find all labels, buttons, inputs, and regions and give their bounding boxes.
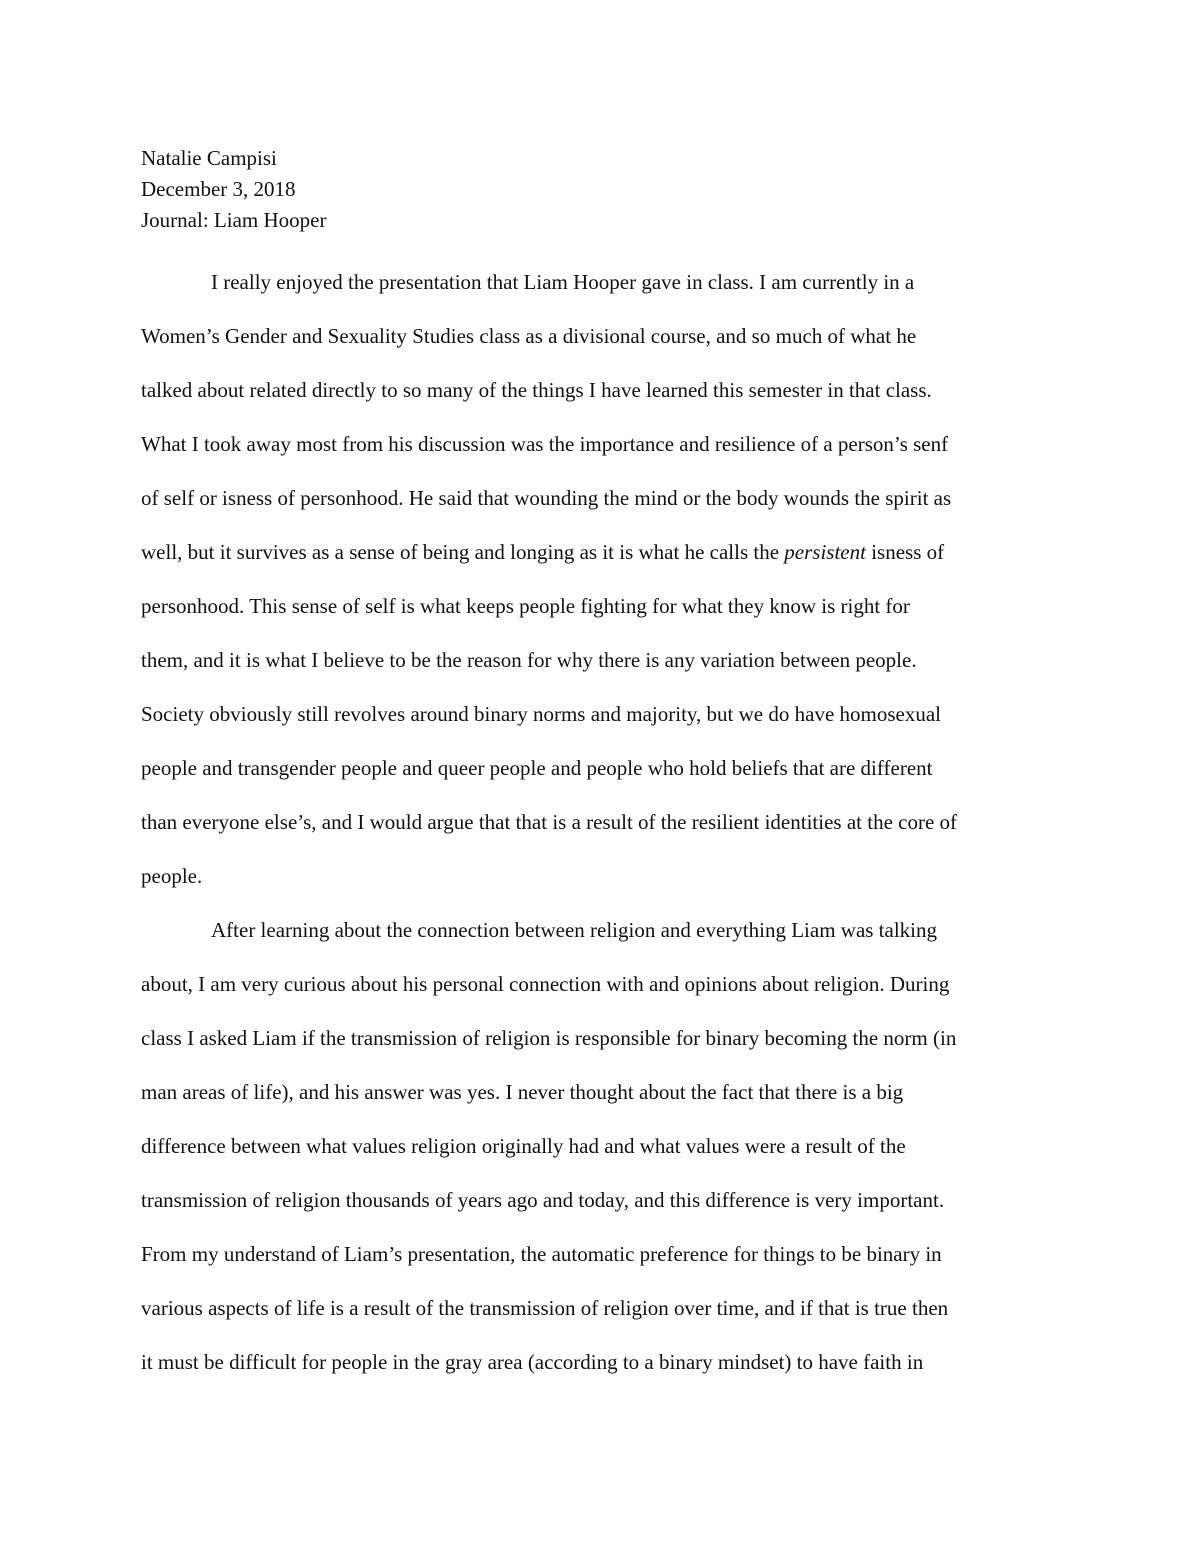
paragraph-2-line-1: After learning about the connection between religion and everything Liam was talking: [211, 918, 938, 942]
paragraph-1-line-12: people.: [141, 864, 203, 888]
document-title: Journal: Liam Hooper: [141, 208, 327, 232]
paragraph-1-line-6: [141, 536, 944, 568]
paragraph-1-line-1: I really enjoyed the presentation that Liam Hooper gave in class. I am currently in a: [211, 270, 915, 294]
paragraph-2-line-7: From my understand of Liam’s presentation, the automatic preference for things to be binary in: [141, 1242, 942, 1266]
paragraph-1-line-7: personhood. This sense of self is what keeps people fighting for what they know is right for: [141, 594, 910, 618]
paragraph-1-line-6-end: isness of: [865, 540, 945, 564]
paragraph-2-line-2: about, I am very curious about his personal connection with and opinions about religion. During: [141, 972, 950, 996]
paragraph-1-line-2: Women’s Gender and Sexuality Studies class as a divisional course, and so much of what he: [141, 324, 917, 348]
paragraph-2-line-5: difference between what values religion originally had and what values were a result of the: [141, 1134, 906, 1158]
paragraph-1-line-3: talked about related directly to so many of the things I have learned this semester in that class.: [141, 378, 932, 402]
paragraph-1-line-6-start: well, but it survives as a sense of being and longing as it is what he calls the: [141, 540, 785, 564]
paragraph-1-line-9: Society obviously still revolves around binary norms and majority, but we do have homosexual: [141, 702, 941, 726]
document-date: December 3, 2018: [141, 177, 296, 201]
paragraph-1-line-10: people and transgender people and queer people and people who hold beliefs that are different: [141, 756, 933, 780]
paragraph-2-line-6: transmission of religion thousands of years ago and today, and this difference is very important.: [141, 1188, 945, 1212]
paragraph-1-line-5: of self or isness of personhood. He said that wounding the mind or the body wounds the spirit as: [141, 486, 952, 510]
author-name: Natalie Campisi: [141, 146, 277, 170]
paragraph-2-line-9: it must be difficult for people in the gray area (according to a binary mindset) to have faith in: [141, 1350, 924, 1374]
paragraph-2-line-8: various aspects of life is a result of the transmission of religion over time, and if that is true then: [141, 1296, 949, 1320]
paragraph-2-line-4: man areas of life), and his answer was yes. I never thought about the fact that there is a big: [141, 1080, 904, 1104]
paragraph-2-line-3: class I asked Liam if the transmission of religion is responsible for binary becoming the norm (in: [141, 1026, 957, 1050]
italic-term: persistent: [784, 540, 866, 564]
paragraph-1-line-8: them, and it is what I believe to be the reason for why there is any variation between people.: [141, 648, 917, 672]
paragraph-1-line-11: than everyone else’s, and I would argue that that is a result of the resilient identities at the core of: [141, 810, 958, 834]
paragraph-1-line-4: What I took away most from his discussion was the importance and resilience of a person’s senf: [141, 432, 949, 456]
